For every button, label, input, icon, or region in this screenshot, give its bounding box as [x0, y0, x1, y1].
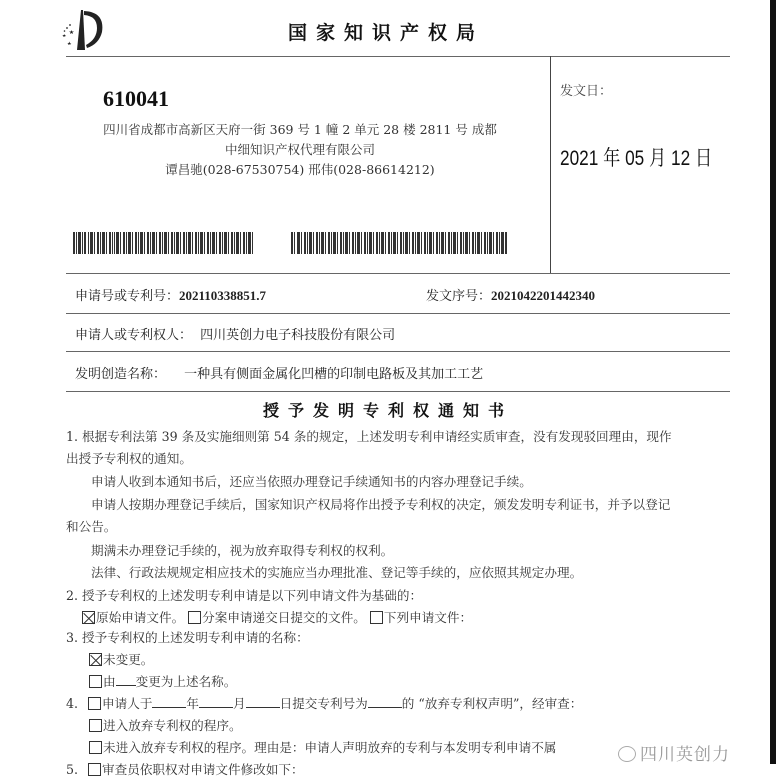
serial-number-label: 发文序号：: [426, 289, 492, 304]
section-number: 4.: [66, 696, 79, 711]
recipient-address: 四川省成都市高新区天府一街 369 号 1 幢 2 单元 28 楼 2811 号 成都: [103, 122, 497, 137]
application-number-value: 202110338851.7: [179, 288, 267, 303]
recipient-contacts: 谭昌驰(028-67530754) 邢伟(028-86614212): [165, 162, 435, 177]
checkbox-label: 审查员依职权对申请文件修改如下：: [102, 762, 304, 777]
checkbox-name-unchanged[interactable]: [89, 653, 102, 666]
checkbox-label: 进入放弃专利权的程序。: [103, 718, 242, 733]
invention-title-label: 发明创造名称：: [75, 367, 167, 382]
paragraph: 1. 根据专利法第 39 条及实施细则第 54 条的规定，上述发明专利申请经实质审查，没有发现驳回理由，现作: [66, 429, 672, 444]
blank-field[interactable]: [152, 695, 186, 708]
checkbox-original-documents[interactable]: [82, 611, 95, 624]
divider: [66, 313, 730, 314]
paragraph: 出授予专利权的通知。: [66, 451, 192, 466]
watermark-text: 四川英创力: [640, 745, 730, 765]
checkbox-waiver-entered[interactable]: [89, 719, 102, 732]
divider: [66, 56, 730, 57]
text: 年: [186, 696, 200, 711]
section-4-option-not-entered: [89, 737, 556, 760]
application-number-field: [75, 285, 266, 304]
checkbox-label: 由: [103, 674, 116, 689]
checkbox-waiver-declaration[interactable]: [88, 697, 101, 710]
notice-title: 授予发明专利权通知书: [262, 401, 513, 420]
checkbox-waiver-not-entered[interactable]: [89, 741, 102, 754]
applicant-field: [75, 324, 395, 343]
invention-title-field: [75, 363, 483, 382]
section-3-title: 3. 授予专利权的上述发明专利申请的名称：: [66, 630, 309, 645]
serial-number-value: 2021042201442340: [491, 288, 596, 303]
invention-title-value: 一种具有侧面金属化凹槽的印制电路板及其加工工艺: [184, 367, 484, 382]
checkbox-label: 变更为上述名称。: [135, 674, 237, 689]
agency-recipient: 中细知识产权代理有限公司: [224, 142, 375, 157]
checkbox-divisional-documents[interactable]: [188, 611, 201, 624]
paragraph: 法律、行政法规规定相应技术的实施应当办理批准、登记等手续的，应依照其规定办理。: [91, 565, 583, 580]
wechat-icon: [618, 746, 636, 762]
applicant-label: 申请人或专利权人：: [75, 328, 193, 343]
checkbox-label: 未进入放弃专利权的程序。理由是：申请人声明放弃的专利与本发明专利申请不属: [103, 740, 557, 755]
divider: [66, 273, 730, 274]
divider: [66, 391, 730, 392]
applicant-value: 四川英创力电子科技股份有限公司: [200, 328, 396, 343]
checkbox-name-changed[interactable]: [89, 675, 102, 688]
serial-number-field: [426, 285, 595, 304]
text: 申请人于: [102, 696, 153, 711]
section-3-option-changed: [89, 671, 236, 694]
checkbox-examiner-amendment[interactable]: [88, 763, 101, 776]
page-edge: [770, 0, 776, 764]
section-5: [66, 759, 304, 782]
blank-field[interactable]: [246, 695, 280, 708]
barcode-icon: [291, 232, 507, 254]
blank-field[interactable]: [116, 673, 136, 686]
checkbox-following-documents[interactable]: [370, 611, 383, 624]
paragraph: 期满未办理登记手续的，视为放弃取得专利权的权利。: [91, 543, 394, 558]
checkbox-label: 下列申请文件：: [383, 610, 473, 625]
section-4: [66, 693, 582, 716]
watermark: [618, 740, 730, 765]
agency-name: 国家知识产权局: [288, 22, 485, 44]
checkbox-label: 未变更。: [103, 652, 154, 667]
cnipa-logo-icon: [50, 4, 112, 50]
postcode: 610041: [103, 86, 169, 111]
paragraph: 申请人按期办理登记手续后，国家知识产权局将作出授予专利权的决定，颁发发明专利证书，并予以登记: [91, 497, 671, 512]
barcode-icon: [73, 232, 253, 254]
blank-field[interactable]: [368, 695, 402, 708]
text: 月: [233, 696, 246, 711]
divider: [550, 56, 551, 273]
paragraph: 和公告。: [66, 519, 117, 534]
section-4-option-entered: [89, 715, 242, 738]
paragraph: 申请人收到本通知书后，还应当依照办理登记手续通知书的内容办理登记手续。: [91, 474, 532, 489]
section-3-option-unchanged: [89, 649, 153, 672]
section-number: 5.: [66, 762, 79, 777]
text: 的 “放弃专利权声明”，经审查：: [401, 696, 583, 711]
issue-date-value: 2021 年 05 月 12 日: [560, 147, 713, 170]
issue-date-label: 发文日：: [560, 84, 613, 99]
divider: [66, 351, 730, 352]
application-number-label: 申请号或专利号：: [75, 289, 180, 304]
blank-field[interactable]: [199, 695, 233, 708]
text: 日提交专利号为: [279, 696, 368, 711]
checkbox-label: 原始申请文件。: [96, 610, 185, 625]
checkbox-label: 分案申请递交日提交的文件。: [202, 610, 366, 625]
section-2-title: 2. 授予专利权的上述发明专利申请是以下列申请文件为基础的：: [66, 588, 423, 603]
